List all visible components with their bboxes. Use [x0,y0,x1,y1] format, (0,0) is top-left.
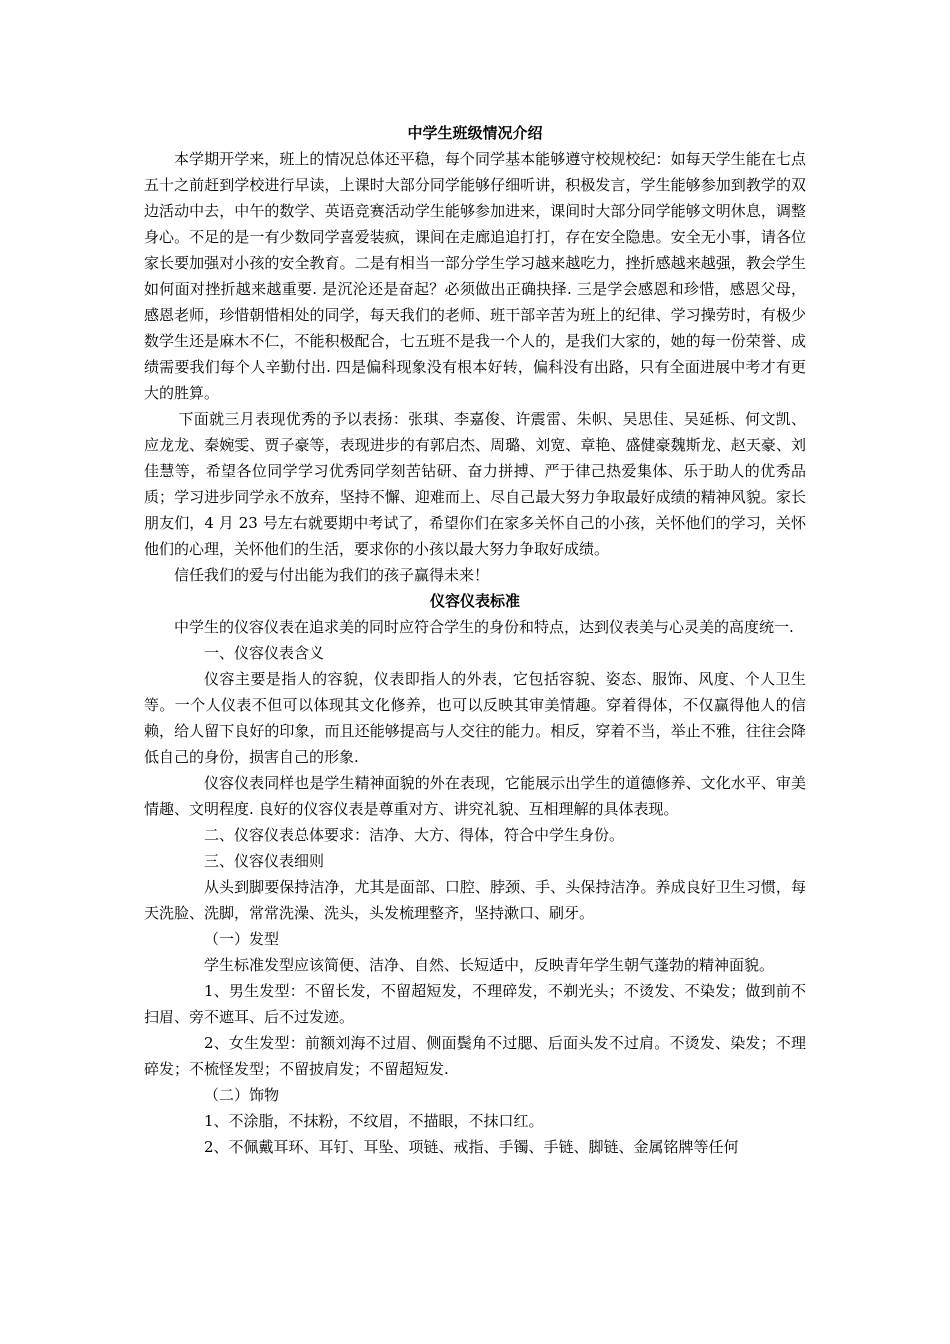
section2-paragraph-6: 2、女生发型：前额刘海不过眉、侧面鬓角不过腮、后面头发不过肩。不烫发、染发；不理碎发；不梳怪发型；不留披肩发；不留超短发. [144,1034,806,1078]
section2-paragraph-5: 1、男生发型：不留长发，不留超短发，不理碎发，不剃光头；不烫发、不染发；做到前不扫眉、旁不遮耳、后不过发迹。 [144,982,806,1026]
section2-heading-2: 二、仪容仪表总体要求：洁净、大方、得体，符合中学生身份。 [204,826,625,844]
section1-paragraph-2: 下面就三月表现优秀的予以表扬：张琪、李嘉俊、许震雷、朱帜、吴思佳、吴延栎、何文凯、应龙龙、秦婉雯、贾子豪等，表现进步的有郭启杰、周璐、刘宽、章艳、盛健豪魏斯龙、赵天豪、刘佳慧等，希望各位同学学习优秀同学刻苦钻研、奋力拼搏、严于律己热爱集体、乐于助人的优秀品质；学习进步同学永不放弃，坚持不懈、迎难而上、尽自己最大努力争取最好成绩的精神风貌。家长朋友们，4 月 23 号左右就要期中考试了，希望你们在家多关怀自己的小孩，关怀他们的学习，关怀他们的心理，关怀他们的生活，要求你的小孩以最大努力争取好成绩。 [144,410,806,558]
section2-heading-3: 三、仪容仪表细则 [204,852,325,870]
section2-paragraph-1: 仪容主要是指人的容貌，仪表即指人的外表，它包括容貌、姿态、服饰、风度、个人卫生等。一个人仪表不但可以体现其文化修养，也可以反映其审美情趣。穿着得体，不仅赢得他人的信赖，给人留下良好的印象，而且还能够提高与人交往的能力。相反，穿着不当，举止不雅，往往会降低自己的身份，损害自己的形象. [144,670,806,766]
section2-subheading-hair: （一）发型 [204,930,280,948]
section2-paragraph-4: 学生标准发型应该简便、洁净、自然、长短适中，反映青年学生朝气蓬勃的精神面貌。 [204,956,775,974]
section1-closing: 信任我们的爱与付出能为我们的孩子赢得未来！ [174,566,490,584]
section2-paragraph-2: 仪容仪表同样也是学生精神面貌的外在表现，它能展示出学生的道德修养、文化水平、审美情趣、文明程度. 良好的仪容仪表是尊重对方、讲究礼貌、互相理解的具体表现。 [144,774,806,818]
section2-subheading-accessories: （二）饰物 [204,1086,280,1104]
section2-title: 仪容仪表标准 [429,592,520,610]
document-page [144,120,806,1160]
section2-paragraph-7: 1、不涂脂，不抹粉，不纹眉，不描眼，不抹口红。 [204,1112,544,1130]
section2-heading-1: 一、仪容仪表含义 [204,644,325,662]
section2-paragraph-8: 2、不佩戴耳环、耳钉、耳坠、项链、戒指、手镯、手链、脚链、金属铭牌等任何 [204,1138,739,1156]
section1-paragraph-1: 本学期开学来，班上的情况总体还平稳，每个同学基本能够遵守校规校纪：如每天学生能在七点五十之前赶到学校进行早读，上课时大部分同学能够仔细听讲，积极发言，学生能够参加到教学的双边活动中去，中午的数学、英语竞赛活动学生能够参加进来，课间时大部分同学能够文明休息，调整身心。不足的是一有少数同学喜爱装疯，课间在走廊追追打打，存在安全隐患。安全无小事，请各位家长要加强对小孩的安全教育。二是有相当一部分学生学习越来越吃力，挫折感越来越强，教会学生如何面对挫折越来越重要. 是沉沦还是奋起？必须做出正确抉择. 三是学会感恩和珍惜，感恩父母，感恩老师，珍惜朝惜相处的同学，每天我们的老师、班干部辛苦为班上的纪律、学习操劳时，有极少数学生还是麻木不仁，不能积极配合，七五班不是我一个人的，是我们大家的，她的每一份荣誉、成绩需要我们每个人辛勤付出. 四是偏科现象没有根本好转，偏科没有出路，只有全面进展中考才有更大的胜算。 [144,150,806,402]
section2-intro: 中学生的仪容仪表在追求美的同时应符合学生的身份和特点，达到仪表美与心灵美的高度统一. [174,618,794,636]
section1-title: 中学生班级情况介绍 [407,124,543,142]
section2-paragraph-3: 从头到脚要保持洁净，尤其是面部、口腔、脖颈、手、头保持洁净。养成良好卫生习惯，每天洗脸、洗脚，常常洗澡、洗头，头发梳理整齐，坚持漱口、刷牙。 [144,878,806,922]
